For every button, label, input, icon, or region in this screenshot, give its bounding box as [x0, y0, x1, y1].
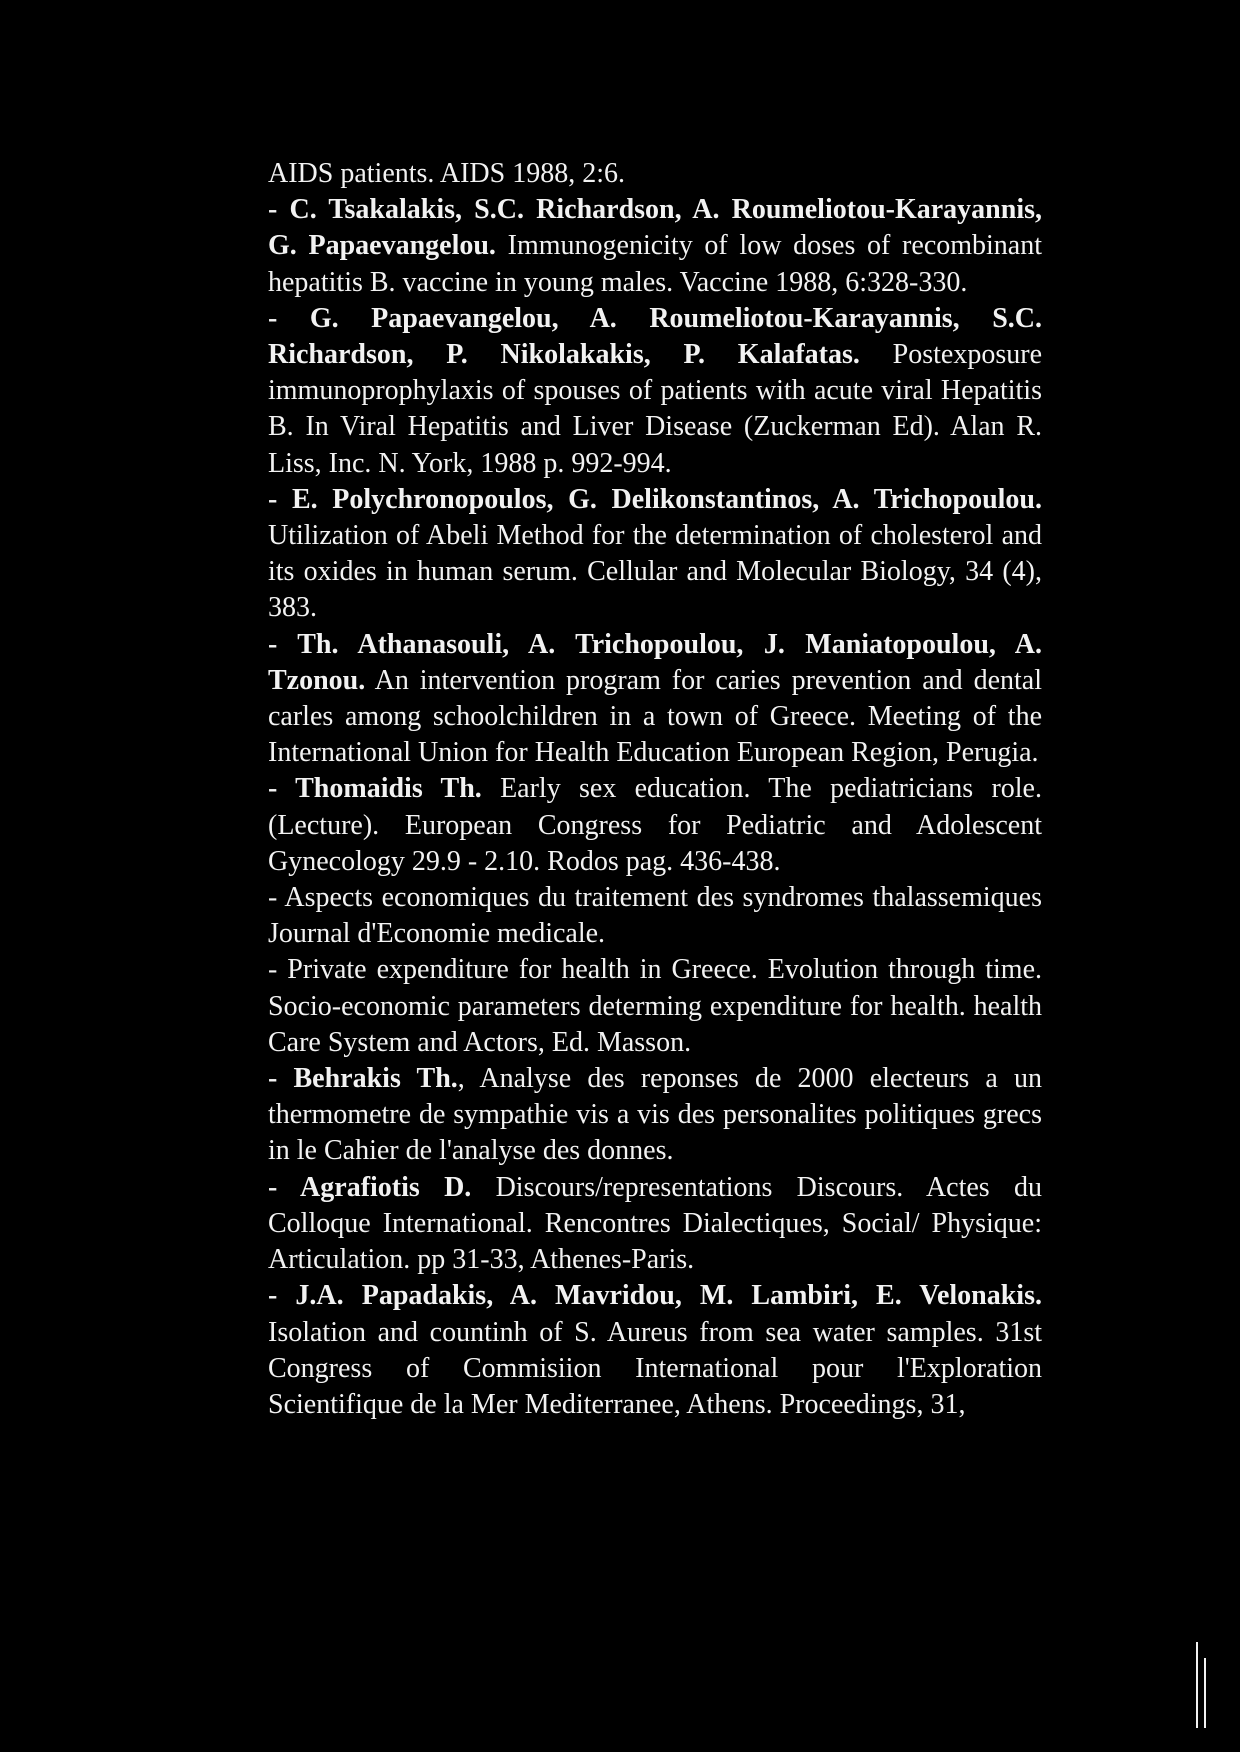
scan-edge-marks — [1196, 1632, 1212, 1752]
reference-text: Postexposure immunoprophylaxis of spouses of patients with acute viral Hepatitis B. In Viral Hepatitis and Liver Disease (Zuckerman Ed). Alan R. Liss, Inc. N. York, 1988 p. 992-994. — [268, 339, 1043, 479]
reference-text: AIDS patients. AIDS 1988, 2:6. — [268, 158, 625, 189]
reference-authors: - C. Tsakalakis, S.C. Richardson, A. Roumeliotou-Karayannis, G. Papaevangelou. — [268, 194, 1042, 262]
reference-entry — [268, 880, 1042, 952]
reference-entry — [268, 1061, 1042, 1170]
reference-authors: - Behrakis Th. — [268, 1063, 458, 1095]
reference-entry — [268, 771, 1042, 880]
reference-text: - Aspects economiques du traitement des syndromes thalassemiques Journal d'Economie medicale. — [268, 882, 1042, 950]
reference-entry — [268, 192, 1042, 301]
reference-text: Isolation and countinh of S. Aureus from sea water samples. 31st Congress of Commisiion International pour l'Exploration Scientifique de la Mer Mediterranee, Athens. Proceedings, 31, — [268, 1316, 1042, 1420]
reference-text: Immunogenicity of low doses of recombinant hepatitis B. vaccine in young males. Vaccine 1988, 6:328-330. — [268, 230, 1043, 298]
reference-entry — [268, 627, 1042, 772]
reference-text: Discours/representations Discours. Actes du Colloque International. Rencontres Dialectiques, Social/ Physique: Articulation. pp 31-33, Athenes-Paris. — [268, 1171, 1042, 1276]
reference-text: Utilization of Abeli Method for the determination of cholesterol and its oxides in human serum. Cellular and Molecular Biology, 34 (4), 383. — [268, 520, 1042, 624]
reference-text: An intervention program for caries prevention and dental carles among schoolchildren in a town of Greece. Meeting of the International Union for Health Education European Region, Perugia. — [268, 664, 1042, 769]
reference-text: , Analyse des reponses de 2000 electeurs a un thermometre de sympathie vis a vis des personalites politiques grecs in le Cahier de l'analyse des donnes. — [268, 1063, 1042, 1167]
reference-entry — [268, 952, 1042, 1061]
reference-entry — [268, 301, 1042, 482]
reference-list — [268, 156, 1042, 1423]
reference-authors: - Th. Athanasouli, A. Trichopoulou, J. Maniatopoulou, A. Tzonou. — [268, 628, 1042, 696]
reference-authors: - J.A. Papadakis, A. Mavridou, M. Lambiri, E. Velonakis. — [268, 1280, 1042, 1312]
scan-edge-line — [1196, 1642, 1198, 1728]
reference-authors: - G. Papaevangelou, A. Roumeliotou-Karayannis, S.C. Richardson, P. Nikolakakis, P. Kalafatas. — [268, 302, 1042, 371]
reference-entry — [268, 1278, 1042, 1423]
reference-authors: - Thomaidis Th. — [268, 773, 482, 805]
reference-text: Early sex education. The pediatricians role. (Lecture). European Congress for Pediatric and Adolescent Gynecology 29.9 - 2.10. Rodos pag. 436-438. — [268, 773, 1042, 877]
reference-entry — [268, 482, 1042, 627]
reference-entry — [268, 156, 1042, 192]
reference-entry — [268, 1170, 1042, 1279]
scan-edge-line — [1204, 1658, 1206, 1728]
reference-authors: - E. Polychronopoulos, G. Delikonstantinos, A. Trichopoulou. — [268, 483, 1042, 515]
reference-text: - Private expenditure for health in Greece. Evolution through time. Socio-economic parameters determing expenditure for health. health Care System and Actors, Ed. Masson. — [268, 954, 1042, 1058]
reference-authors: - Agrafiotis D. — [268, 1171, 472, 1203]
